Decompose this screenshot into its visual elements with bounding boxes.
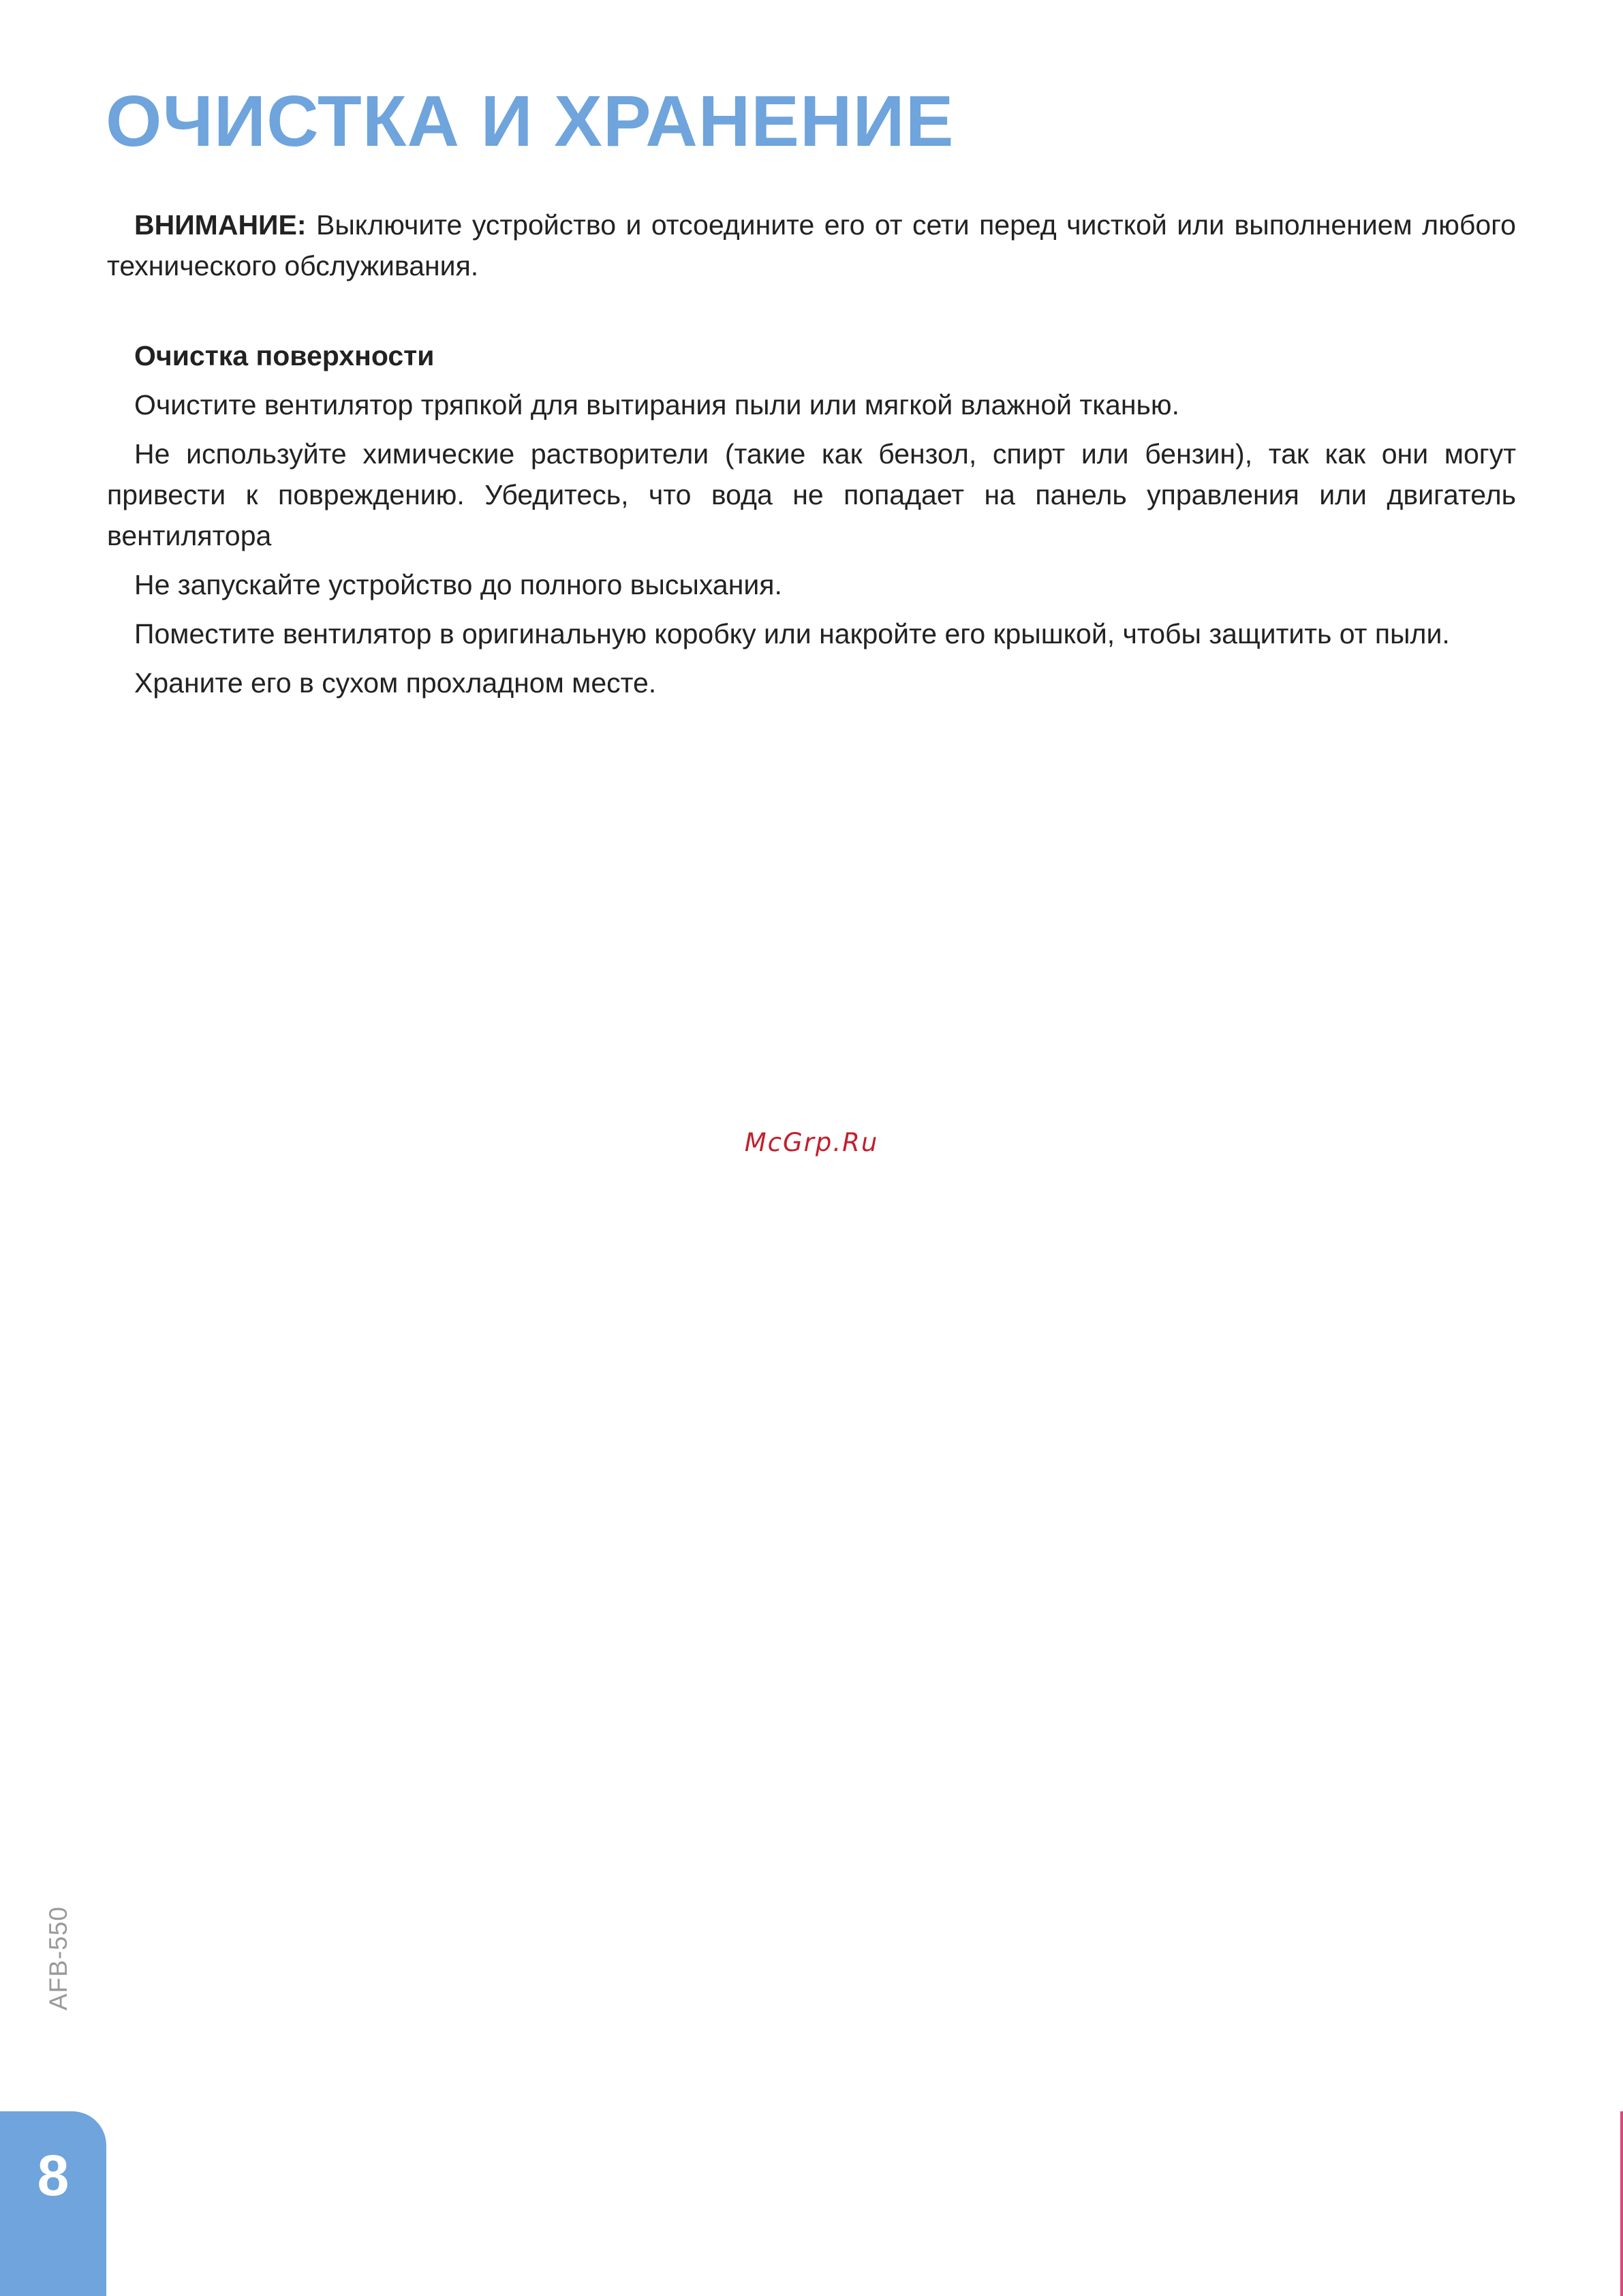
watermark: McGrp.Ru [744, 1128, 879, 1157]
paragraph-drying: Не запускайте устройство до полного высыхания. [134, 569, 782, 600]
edge-line [1620, 2111, 1623, 2296]
warning-text: Выключите устройство и отсоедините его от сети перед чисткой или выполнением любого технического обслуживания. [107, 209, 1516, 281]
paragraph-storage: Храните его в сухом прохладном месте. [134, 667, 657, 699]
warning-label: ВНИМАНИЕ: [134, 209, 307, 241]
page-number: 8 [37, 2143, 69, 2207]
model-label: AFB-550 [44, 1905, 72, 2010]
paragraph-packing: Поместите вентилятор в оригинальную коробку или накройте его крышкой, чтобы защитить от пыли. [134, 618, 1450, 649]
page-content [107, 204, 1516, 711]
paragraph-solvents: Не используйте химические растворители (такие как бензол, спирт или бензин), так как они могут привести к повреждению. Убедитесь, что вода не попадает на панель управления или двигатель вентилятора [107, 438, 1516, 551]
paragraph-dusting: Очистите вентилятор тряпкой для вытирания пыли или мягкой влажной тканью. [134, 389, 1179, 420]
warning-paragraph [107, 204, 1516, 286]
page-title: ОЧИСТКА И ХРАНЕНИЕ [106, 81, 955, 162]
section-heading: Очистка поверхности [134, 340, 435, 371]
